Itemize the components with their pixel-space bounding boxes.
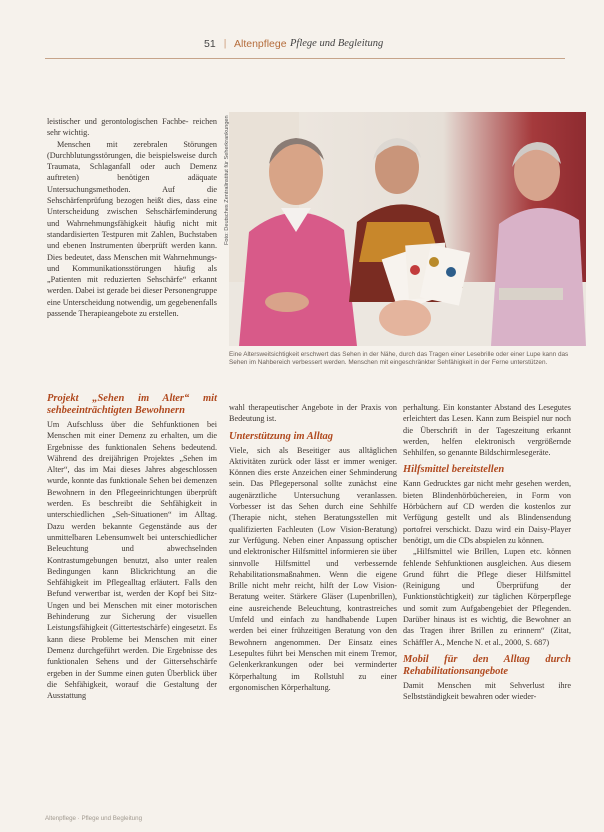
photo-seniors-playing-cards xyxy=(229,112,586,346)
header-rule xyxy=(45,58,565,59)
left-column xyxy=(47,116,217,319)
paragraph-support: Viele, sich als Beseitiger aus alltäglichen Aktivitäten zurück oder lässt er immer weniger. Können dies erste Anzeichen einer Sehminderung sein. Das Pflegepersonal sollte zunächst eine augenärztliche Untersuchung veranlassen. Vorbesser ist das Sehen durch eine Sehhilfe (Therapie nicht, stehen Beratungsstellen mit qualifizierten Fachleuten (Low Vision-Beratung) zur Verfügung. Neben einer Anpassung optischer und elektronischer Hilfsmittel informieren sie über sinnvolle Hilfsmittel und verbessernde Rehabilitationsmaßnahmen. Wenn die eigene Brille nicht mehr reicht, hilft der Low Vision-Beratung weiter. Stärkere Gläser (Lupenbrillen), eine ausreichende Beleuchtung, kontrastreiches Umfeld und einfach zu handhabende Lupen werden bei einer frühzeitigen Beratung von den Bewohnern angenommen. Der Einsatz eines Lesepultes führt bei Menschen mit einem Tremor, Gelenkerkrankungen oder bei verminderter Körperhaltung im Rollstuhl zu einer ergonomischen Körperhaltung. xyxy=(229,445,397,692)
page-number: 51 xyxy=(204,38,216,50)
middle-column xyxy=(229,402,397,693)
paragraph-reading: perhaltung. Ein konstanter Abstand des Lesegutes erleichtert das Lesen. Kann zum Beispiel nur noch die Überschrift in der Tageszeitung erkannt werden, helfen elektronisch vergrößernde Sehhilfen, so genannte Bildschirmlesegeräte. xyxy=(403,403,571,458)
paragraph-quote: „Hilfsmittel wie Brillen, Lupen etc. können fehlende Sehfunktionen ausgleichen. Aus diesem Grund führt die Pflege dieser Hilfsmittel (Reinigung und Überprüfung der Funktionstüchtigkeit) zur täglichen Körperpflege und somit zum Aufgabengebiet der Pflegenden. Darüber hinaus ist es wichtig, die Bewohner an das Tragen ihrer Brillen zu erinnern“ (Zitat, Schäffler A., Menche N. et al., 2000, S. 687) xyxy=(403,547,571,647)
heading-tools: Hilfsmittel bereitstellen xyxy=(403,464,505,476)
left-column-lower xyxy=(47,387,217,701)
heading-support: Unterstützung im Alltag xyxy=(229,430,334,442)
photo-credit: Foto: Deutsches Zentralinstitut für Seherkrankungen xyxy=(224,115,230,245)
section-title: Altenpflege xyxy=(234,38,287,50)
header-separator: | xyxy=(224,38,227,49)
page-header xyxy=(0,34,604,56)
paragraph-tools: Kann Gedrucktes gar nicht mehr gesehen werden, bieten Blindenhörbüchereien, in Form von Hörbüchern auf CD werden die kostenlos zur Verfügung gestellt und als Blindensendung portofrei verschickt. Dazu wird ein Daisy-Player benötigt, um die CDs abspielen zu können. xyxy=(403,479,571,545)
heading-mobile: Mobil für den Alltag durch Rehabilitationsangebote xyxy=(403,653,571,677)
page-footer: Altenpflege · Pflege und Begleitung xyxy=(45,815,143,822)
paragraph-mobile: Damit Menschen mit Sehverlust ihre Selbstständigkeit bewahren oder wieder- xyxy=(403,680,571,702)
intro-text: leistischer und gerontologischen Fachbe- reichen sehr wichtig. xyxy=(47,117,217,138)
photo-caption: Eine Altersweitsichtigkeit erschwert das Sehen in der Nähe, durch das Tragen einer Lesebrille oder einer Lupe kann das Sehen im Nahbereich verbessert werden. Menschen mit eingeschränkter Sehfähigkeit in der Ferne unterstützen. xyxy=(229,351,569,367)
right-column xyxy=(403,402,571,703)
paragraph-project: Um Aufschluss über die Sehfunktionen bei Menschen mit einer Demenz zu erhalten, um die Ergebnisse des funktionalen Sehens bedeutend. Während des dreijährigen Projektes „Sehen im Alter“, das im Mai dieses Jahres abgeschlossen wurde, konnte das funktionale Sehen bei demenzen Bewohnern in den Pflegeeinrichtungen überprüft werden. Es beschreibt die Sehfähigkeit in unterschiedlichen „Seh-Situationen“ im Alltag. Dazu werden bekannte Gegenstände aus der unmittelbaren Lebensumwelt bei unterschiedlicher Beleuchtung und abwechselnden Kontrastumgebungen benutzt, also unter realen Bedingungen kann Blickrichtung an die Sehfähigkeit im Pflegealltag erläutert. Falls den Befund verwertbar ist, werden der Kopf bei Sitz-Ungen und bei Menschen mit einer motorischen Behinderung zur Sicherung der visuellen Leistungsfähigkeit (Gittertestschärfe) eingesetzt. Es kann diese Probleme bei Menschen mit einer Demenz durchgeführt werden. Die Ergebnisse des funktionalen Sehens und der Gittersehschärfe ergeben in der Summe einen guten Überblick über die Sehfähigkeit, worauf die Gestaltung der Ausstattung xyxy=(47,420,217,701)
paragraph-therapy: wahl therapeutischer Angebote in der Praxis von Bedeutung ist. xyxy=(229,403,397,424)
paragraph-perception: Menschen mit zerebralen Störungen (Durchblutungsstörungen, die beispielsweise durch Traumata, Schlaganfall oder auch Demenz auftreten) benötigen adäquate Untersuchungsmethoden. Auf die Sehschärfenprüfung bezogen heißt dies, dass eine Unterscheidung zwischen Sehschärfeminderung und Wahrnehmungsfähigkeit häufig nicht mit standardisierten Testpuren mit Zahlen, Buchstaben und ebenen Instrumenten überprüft werden kann. Dies bedeutet, dass Menschen mit Wahrnehmungs- und Kommunikationsstörungen häufig als „Patienten mit reduzierten Sehschärfe“ erkannt werden. Dabei ist gerade bei dieser Personengruppe eine Unterscheidung notwendig, um gegebenenfalls passende Therapieangebote zu erstellen. xyxy=(47,139,217,319)
subsection-title: Pflege und Begleitung xyxy=(290,38,384,49)
heading-project: Projekt „Sehen im Alter“ mit sehbeeinträchtigten Bewohnern xyxy=(47,393,217,416)
